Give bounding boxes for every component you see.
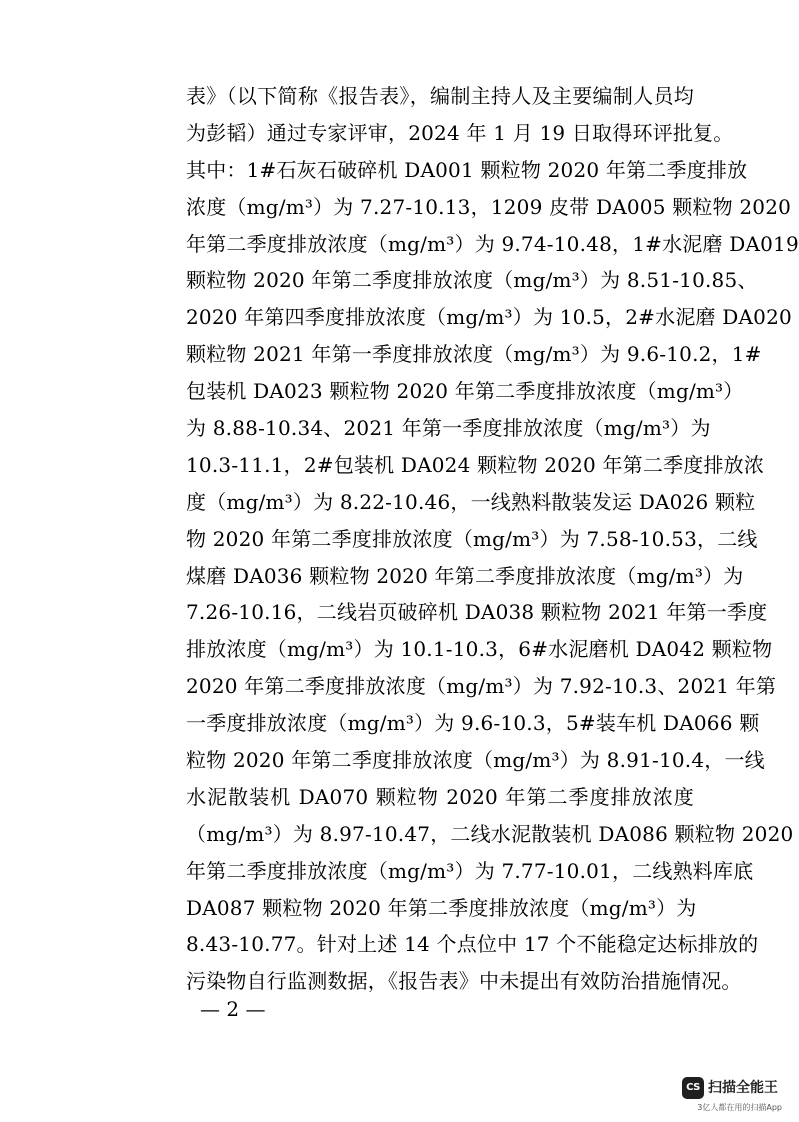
body-paragraph [186, 78, 799, 1000]
paragraph-line: 颗粒物 2021 年第一季度排放浓度（mg/m³）为 9.6-10.2，1# [186, 342, 762, 367]
paragraph-line: 水泥散装机 DA070 颗粒物 2020 年第二季度排放浓度 [186, 784, 694, 809]
paragraph-line: 排放浓度（mg/m³）为 10.1-10.3，6#水泥磨机 DA042 颗粒物 [186, 637, 773, 662]
paragraph-line: 包装机 DA023 颗粒物 2020 年第二季度排放浓度（mg/m³） [186, 379, 744, 404]
page-number: — 2 — [200, 997, 266, 1021]
paragraph-line: 2020 年第二季度排放浓度（mg/m³）为 7.92-10.3、2021 年第 [186, 674, 777, 699]
paragraph-line: 表》（以下简称《报告表》，编制主持人及主要编制人员均 [186, 84, 694, 108]
paragraph-line: 10.3-11.1，2#包装机 DA024 颗粒物 2020 年第二季度排放浓 [186, 452, 765, 477]
watermark-app-name: 扫描全能王 [708, 1080, 778, 1096]
camscanner-logo-icon: CS [682, 1077, 704, 1099]
watermark-slogan: 3亿人都在用的扫描App [697, 1103, 782, 1112]
paragraph-line: 污染物自行监测数据，《报告表》中未提出有效防治措施情况。 [186, 969, 742, 994]
paragraph-line: 物 2020 年第二季度排放浓度（mg/m³）为 7.58-10.53，二线 [186, 526, 758, 551]
paragraph-line: 7.26-10.16，二线岩页破碎机 DA038 颗粒物 2021 年第一季度 [186, 600, 768, 625]
paragraph-line: 颗粒物 2020 年第二季度排放浓度（mg/m³）为 8.51-10.85、 [186, 268, 758, 293]
paragraph-line: 度（mg/m³）为 8.22-10.46，一线熟料散装发运 DA026 颗粒 [186, 489, 756, 514]
scanner-watermark [682, 1077, 782, 1117]
paragraph-line: 浓度（mg/m³）为 7.27-10.13，1209 皮带 DA005 颗粒物 2020 [186, 194, 792, 219]
paragraph-line: 为 8.88-10.34、2021 年第一季度排放浓度（mg/m³）为 [186, 416, 711, 441]
paragraph-line: DA087 颗粒物 2020 年第二季度排放浓度（mg/m³）为 [186, 895, 697, 920]
paragraph-line: 年第二季度排放浓度（mg/m³）为 9.74-10.48，1#水泥磨 DA019 [186, 231, 799, 256]
paragraph-line: 2020 年第四季度排放浓度（mg/m³）为 10.5，2#水泥磨 DA020 [186, 305, 792, 330]
paragraph-line: 年第二季度排放浓度（mg/m³）为 7.77-10.01，二线熟料库底 [186, 858, 754, 883]
paragraph-line: 8.43-10.77。针对上述 14 个点位中 17 个不能稳定达标排放的 [186, 932, 759, 957]
paragraph-line: 粒物 2020 年第二季度排放浓度（mg/m³）为 8.91-10.4，一线 [186, 748, 765, 773]
paragraph-line: 煤磨 DA036 颗粒物 2020 年第二季度排放浓度（mg/m³）为 [186, 563, 744, 588]
paragraph-line: 其中：1#石灰石破碎机 DA001 颗粒物 2020 年第二季度排放 [186, 157, 748, 182]
paragraph-line: （mg/m³）为 8.97-10.47，二线水泥散装机 DA086 颗粒物 2020 [186, 821, 794, 846]
paragraph-line: 为彭韬）通过专家评审，2024 年 1 月 19 日取得环评批复。 [186, 120, 734, 145]
paragraph-line: 一季度排放浓度（mg/m³）为 9.6-10.3，5#装车机 DA066 颗 [186, 711, 760, 736]
